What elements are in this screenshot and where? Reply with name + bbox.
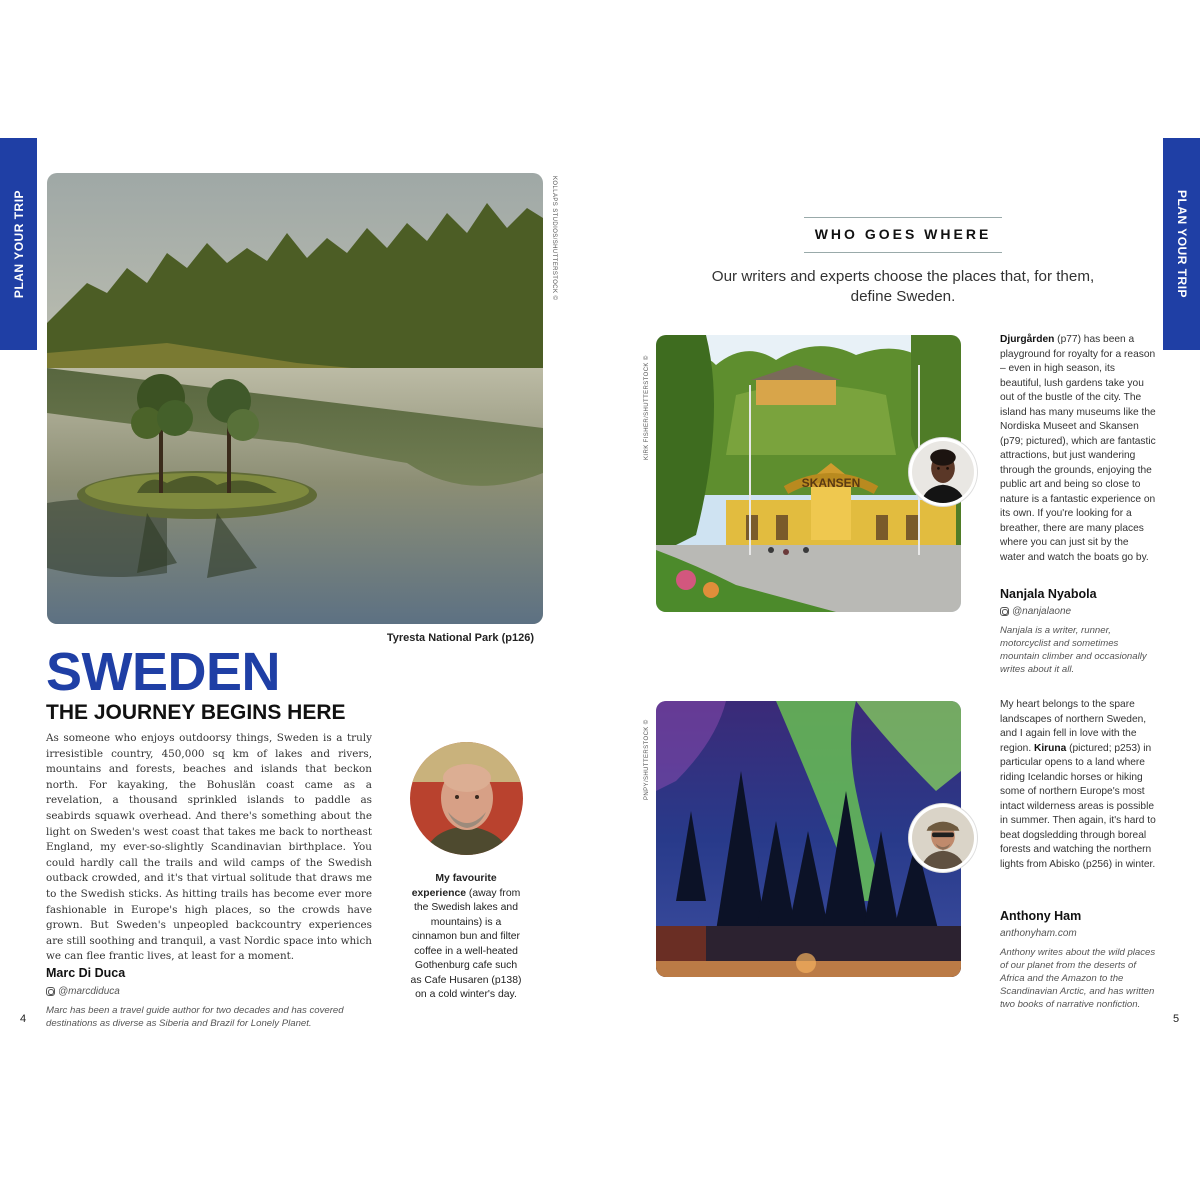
author-name-marc: Marc Di Duca <box>46 966 126 980</box>
favourite-experience <box>408 872 524 1003</box>
section-rule-bottom <box>804 252 1002 253</box>
instagram-icon <box>1000 607 1009 616</box>
author-handle-nanjala[interactable] <box>1000 606 1071 617</box>
aurora-photo-credit: PNPY/SHUTTERSTOCK © <box>644 719 650 800</box>
page-number-right: 5 <box>1173 1013 1180 1025</box>
kiruna-paragraph <box>1000 698 1156 872</box>
side-tab-right-label: PLAN YOUR TRIP <box>1174 189 1189 299</box>
djurgarden-highlight: Djurgården <box>1000 334 1055 345</box>
portrait-nanjala <box>909 438 977 506</box>
author-handle-marc-text: @marcdiduca <box>58 986 120 997</box>
skansen-sign-text: SKANSEN <box>801 476 861 490</box>
tyresta-lake-photo <box>47 173 543 624</box>
djurgarden-text: (p77) has been a playground for royalty for a reason – even in high season, its beautiful, lush gardens take you out of the bustle of the city. The island has many museums like the Nordiska Museet and Skansen (p79; pictured), which are fantastic attractions, but just wandering through the grounds, enjoying the public art and being so close to nature is a fantastic experience on its own. If you're looking for a breather, there are many places where you can just sit by the water and watch the boats go by. <box>1000 334 1156 563</box>
author-bio-nanjala: Nanjala is a writer, runner, motorcyclist and sometimes mountain climber and occasionally writes about it all. <box>1000 625 1147 675</box>
section-intro: Our writers and experts choose the places that, for them, define Sweden. <box>711 268 1095 305</box>
favourite-heading: My favourite experience <box>411 873 497 899</box>
intro-paragraph: As someone who enjoys outdoorsy things, Sweden is a truly irresistible country, 450,000 sq km of lakes and rivers, mountains and forests, beaches and islands that beckon north. For kayaking, the Bohuslän coast came as a revelation, a thousand sprinkled islands to paddle as seabirds squawk overhead. And there's something about the light on Sweden's west coast that takes me back to northeast England, my ever-so-slightly Scandinavian birthplace. You could hardly call the trails and wild camps of the Swedish outback crowded, and it's that virtual solitude that draws me to the Swedish sticks. As hitting trails has become ever more fashionable in Europe's high places, so the crowds have grown. But Sweden's unpeopled backcountry experiences are still soothing and tranquil, a vast Nordic space into which we can flee frantic lives, at least for a moment. <box>46 732 372 963</box>
section-title: WHO GOES WHERE <box>814 226 992 242</box>
djurgarden-paragraph <box>1000 333 1156 565</box>
side-tab-left-label: PLAN YOUR TRIP <box>11 189 26 299</box>
portrait-marc <box>410 742 523 855</box>
author-handle-marc[interactable] <box>46 986 120 997</box>
side-tab-left <box>0 138 37 350</box>
kiruna-highlight: Kiruna <box>1033 742 1067 754</box>
side-tab-right <box>1163 138 1200 350</box>
skansen-photo-credit: KIRK FISHER/SHUTTERSTOCK © <box>644 355 650 460</box>
author-website-anthony[interactable]: anthonyham.com <box>1000 928 1077 939</box>
author-name-anthony: Anthony Ham <box>1000 909 1082 923</box>
page-subtitle: THE JOURNEY BEGINS HERE <box>46 701 346 724</box>
portrait-anthony <box>909 804 977 872</box>
author-name-nanjala: Nanjala Nyabola <box>1000 587 1097 601</box>
main-photo-credit: KOLLAPS STUDIOS/SHUTTERSTOCK © <box>551 176 557 301</box>
page-title: SWEDEN <box>46 642 281 702</box>
instagram-icon <box>46 987 55 996</box>
kiruna-text-before: My heart belongs to the spare landscapes of northern Sweden, and I again fell in love with the region. <box>1000 699 1147 754</box>
kiruna-text-after: (pictured; p253) in particular opens to a land where riding Icelandic horses or hiking some of northern Europe's most intact wilderness areas is possible in summer. Then again, it's hard to beat dogsledding through boreal forests and watching the northern lights from Abisko (p256) in winter. <box>1000 742 1156 870</box>
main-photo-caption: Tyresta National Park (p126) <box>386 632 534 644</box>
page-number-left: 4 <box>20 1013 27 1025</box>
author-handle-nanjala-text: @nanjalaone <box>1012 606 1072 617</box>
author-bio-anthony: Anthony writes about the wild places of our planet from the deserts of Africa and the Amazon to the Scandinavian Arctic, and has written two books of narrative nonfiction. <box>1000 947 1156 1010</box>
author-bio-marc: Marc has been a travel guide author for two decades and has covered destinations as diverse as Siberia and Brazil for Lonely Planet. <box>46 1005 344 1029</box>
section-rule-top <box>804 217 1002 218</box>
favourite-text: (away from the Swedish lakes and mountains) is a cinnamon bun and filter coffee in a well-heated Gothenburg cafe such as Cafe Husaren (p138) on a cold winter's day. <box>410 887 522 1000</box>
